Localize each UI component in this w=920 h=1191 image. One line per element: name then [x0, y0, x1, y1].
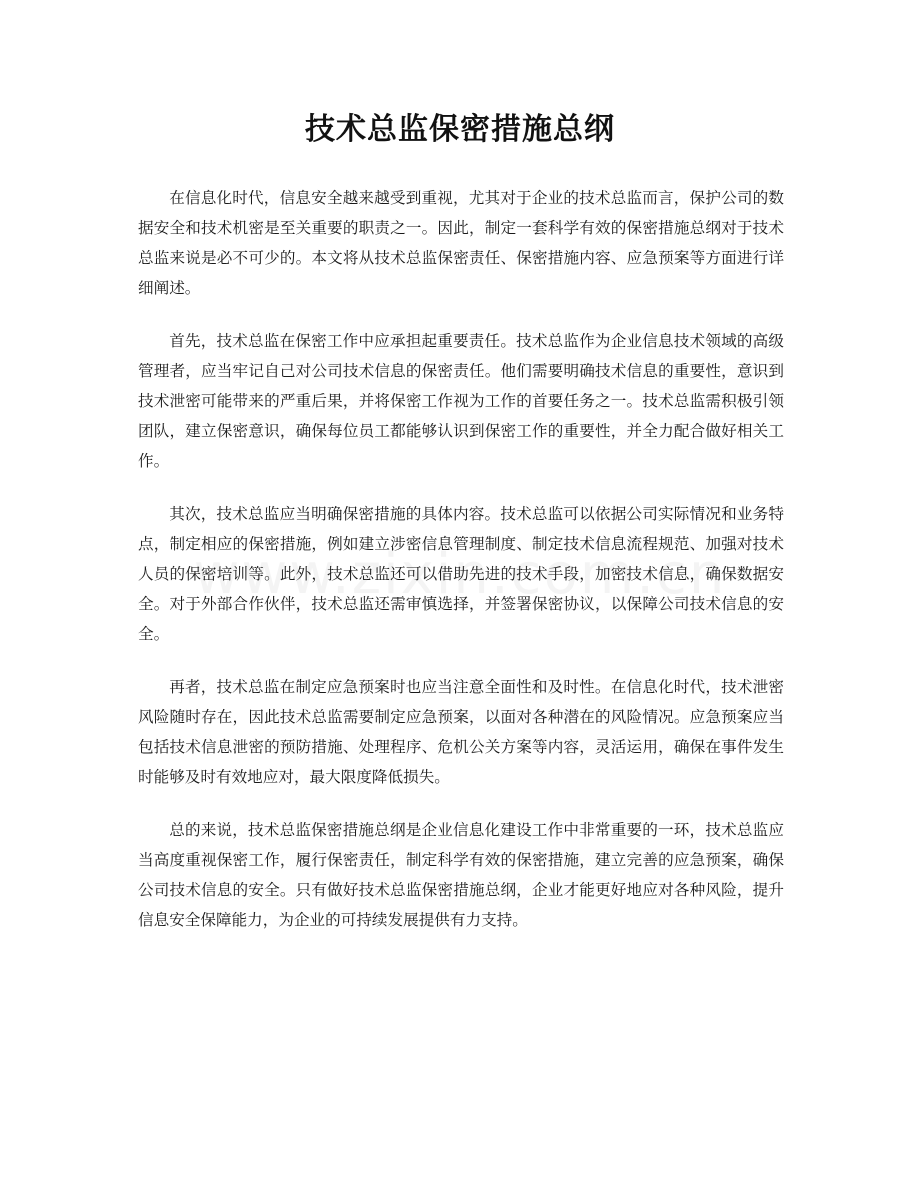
paragraph-1: 在信息化时代，信息安全越来越受到重视，尤其对于企业的技术总监而言，保护公司的数据安全和技术机密是至关重要的职责之一。因此，制定一套科学有效的保密措施总纲对于技术总监来说是必不可少的。本文将从技术总监保密责任、保密措施内容、应急预案等方面进行详细阐述。 — [138, 189, 784, 297]
paragraph-4: 再者，技术总监在制定应急预案时也应当注意全面性和及时性。在信息化时代，技术泄密风险随时存在，因此技术总监需要制定应急预案，以面对各种潜在的风险情况。应急预案应当包括技术信息泄密的预防措施、处理程序、危机公关方案等内容，灵活运用，确保在事件发生时能够及时有效地应对，最大限度降低损失。 — [138, 678, 784, 786]
paragraph-2: 首先，技术总监在保密工作中应承担起重要责任。技术总监作为企业信息技术领域的高级管理者，应当牢记自己对公司技术信息的保密责任。他们需要明确技术信息的重要性，意识到技术泄密可能带来的严重后果，并将保密工作视为工作的首要任务之一。技术总监需积极引领团队，建立保密意识，确保每位员工都能够认识到保密工作的重要性，并全力配合做好相关工作。 — [138, 332, 784, 470]
document-body — [138, 183, 784, 958]
paragraph-3: 其次，技术总监应当明确保密措施的具体内容。技术总监可以依据公司实际情况和业务特点，制定相应的保密措施，例如建立涉密信息管理制度、制定技术信息流程规范、加强对技术人员的保密培训等。此外，技术总监还可以借助先进的技术手段，加密技术信息，确保数据安全。对于外部合作伙伴，技术总监还需审慎选择，并签署保密协议，以保障公司技术信息的安全。 — [138, 505, 784, 643]
paragraph-5: 总的来说，技术总监保密措施总纲是企业信息化建设工作中非常重要的一环，技术总监应当高度重视保密工作，履行保密责任，制定科学有效的保密措施，建立完善的应急预案，确保公司技术信息的安全。只有做好技术总监保密措施总纲，企业才能更好地应对各种风险，提升信息安全保障能力，为企业的可持续发展提供有力支持。 — [138, 821, 784, 929]
document-title: 技术总监保密措施总纲 — [305, 112, 615, 147]
